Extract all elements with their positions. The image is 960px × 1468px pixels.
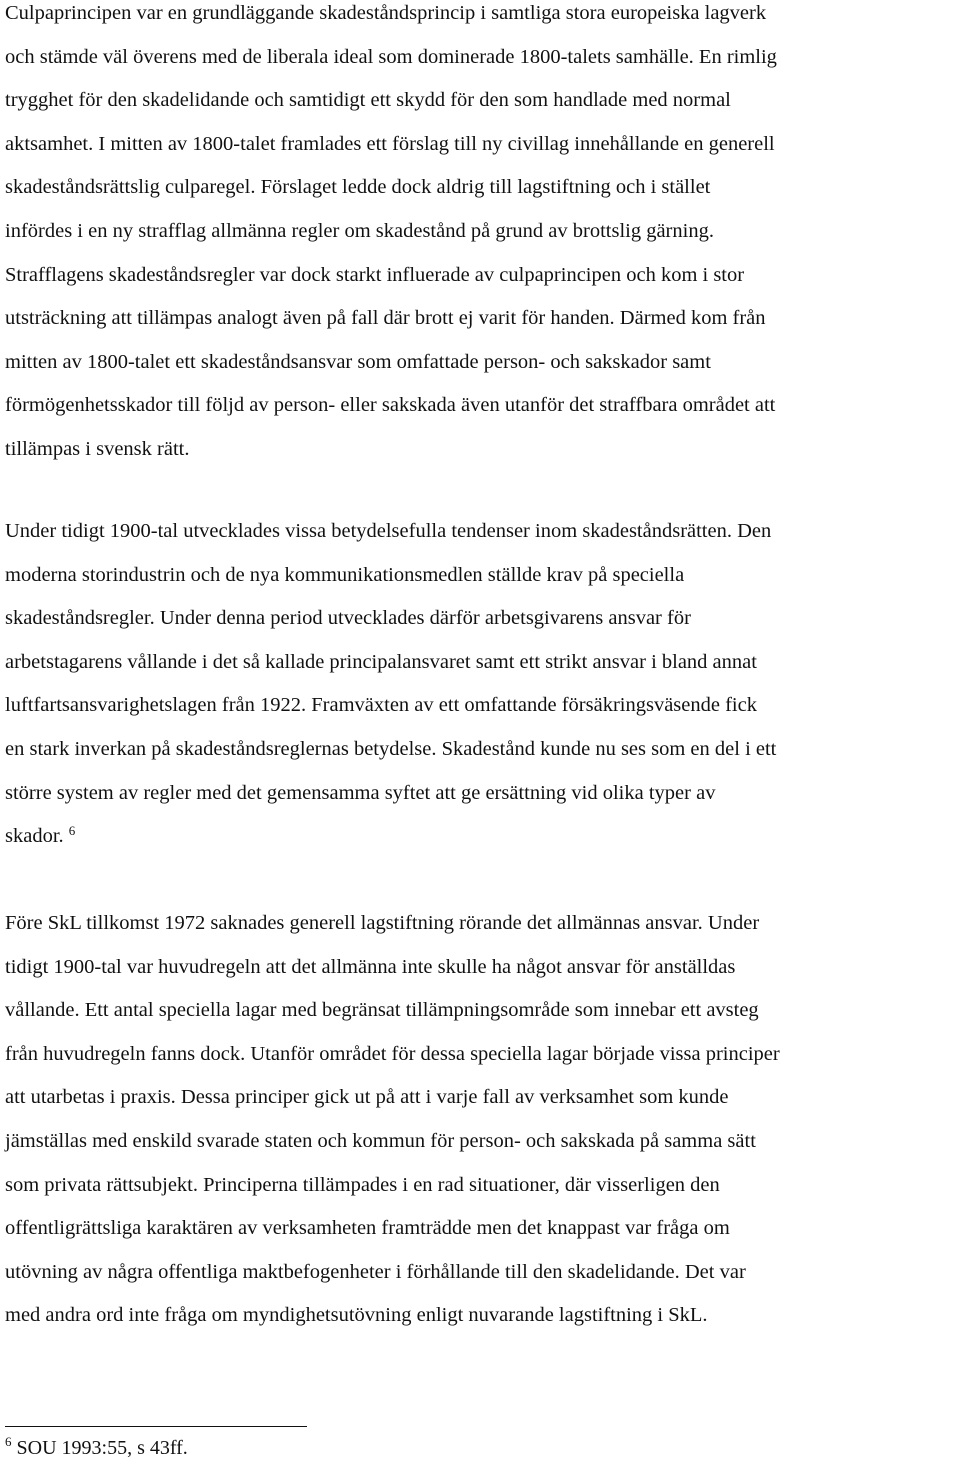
text-line: förmögenhetsskador till följd av person- eller sakskada även utanför det straffbara området att: [5, 394, 776, 417]
paragraph-tidigt-1900-tal: [5, 510, 776, 859]
text-line: Culpaprincipen var en grundläggande skadeståndsprincip i samtliga stora europeiska lagverk: [5, 2, 767, 24]
text-line: Före SkL tillkomst 1972 saknades generell lagstiftning rörande det allmännas ansvar. Under: [5, 912, 760, 934]
text-line: utövning av några offentliga maktbefogenheter i förhållande till den skadelidande. Det var: [5, 1260, 746, 1283]
text-line: Strafflagens skadeståndsregler var dock starkt influerade av culpaprincipen och kom i stor: [5, 263, 745, 286]
text-line: Under tidigt 1900-tal utvecklades vissa betydelsefulla tendenser inom skadeståndsrätten. Den: [5, 520, 772, 542]
text-line: mitten av 1800-talet ett skadeståndsansvar som omfattade person- och sakskador samt: [5, 350, 711, 373]
text-line: skadeståndsrättslig culparegel. Förslaget ledde dock aldrig till lagstiftning och i stället: [5, 176, 711, 199]
paragraph-culpaprincipen: [5, 0, 777, 472]
text-line: skador.: [5, 825, 64, 848]
text-line: att utarbetas i praxis. Dessa principer gick ut på att i varje fall av verksamhet som kunde: [5, 1086, 729, 1109]
text-line: offentligrättsliga karaktären av verksamheten framträdde men det knappast var fråga om: [5, 1217, 730, 1240]
text-line: tillämpas i svensk rätt.: [5, 437, 190, 460]
text-line: med andra ord inte fråga om myndighetsutövning enligt nuvarande lagstiftning i SkL.: [5, 1304, 708, 1327]
footnote: [5, 1433, 188, 1465]
text-line: från huvudregeln fanns dock. Utanför området för dessa speciella lagar började vissa principer: [5, 1042, 780, 1065]
text-line: större system av regler med det gemensamma syftet att ge ersättning vid olika typer av: [5, 781, 716, 804]
text-line: arbetstagarens vållande i det så kallade principalansvaret samt ett strikt ansvar i bland annat: [5, 650, 757, 673]
text-line: aktsamhet. I mitten av 1800-talet framlades ett förslag till ny civillag innehållande en generell: [5, 132, 775, 155]
text-line: luftfartsansvarighetslagen från 1922. Framväxten av ett omfattande försäkringsväsende fick: [5, 694, 757, 717]
paragraph-fore-skl: [5, 902, 780, 1338]
text-line: vållande. Ett antal speciella lagar med begränsat tillämpningsområde som innebar ett avsteg: [5, 999, 759, 1022]
text-line: en stark inverkan på skadeståndsreglernas betydelse. Skadestånd kunde nu ses som en del i ett: [5, 737, 777, 760]
footnote-reference: 6: [68, 823, 76, 839]
text-line: jämställas med enskild svarade staten och kommun för person- och sakskada på samma sätt: [5, 1129, 756, 1152]
footnote-number: 6: [5, 1434, 12, 1449]
footnote-divider: [5, 1426, 307, 1427]
text-line: tidigt 1900-tal var huvudregeln att det allmänna inte skulle ha något ansvar för anställdas: [5, 955, 736, 978]
text-line: och stämde väl överens med de liberala ideal som dominerade 1800-talets samhälle. En rimlig: [5, 45, 777, 68]
text-line-with-footnote: [5, 815, 776, 859]
text-line: moderna storindustrin och de nya kommunikationsmedlen ställde krav på speciella: [5, 563, 685, 586]
text-line: som privata rättsubjekt. Principerna tillämpades i en rad situationer, där visserligen den: [5, 1173, 720, 1196]
text-line: skadeståndsregler. Under denna period utvecklades därför arbetsgivarens ansvar för: [5, 607, 691, 630]
footnote-text: SOU 1993:55, s 43ff.: [16, 1437, 188, 1459]
text-line: utsträckning att tillämpas analogt även på fall där brott ej varit för handen. Därmed kom från: [5, 307, 766, 330]
text-line: infördes i en ny strafflag allmänna regler om skadestånd på grund av brottslig gärning.: [5, 219, 714, 242]
text-line: trygghet för den skadelidande och samtidigt ett skydd för den som handlade med normal: [5, 89, 731, 112]
